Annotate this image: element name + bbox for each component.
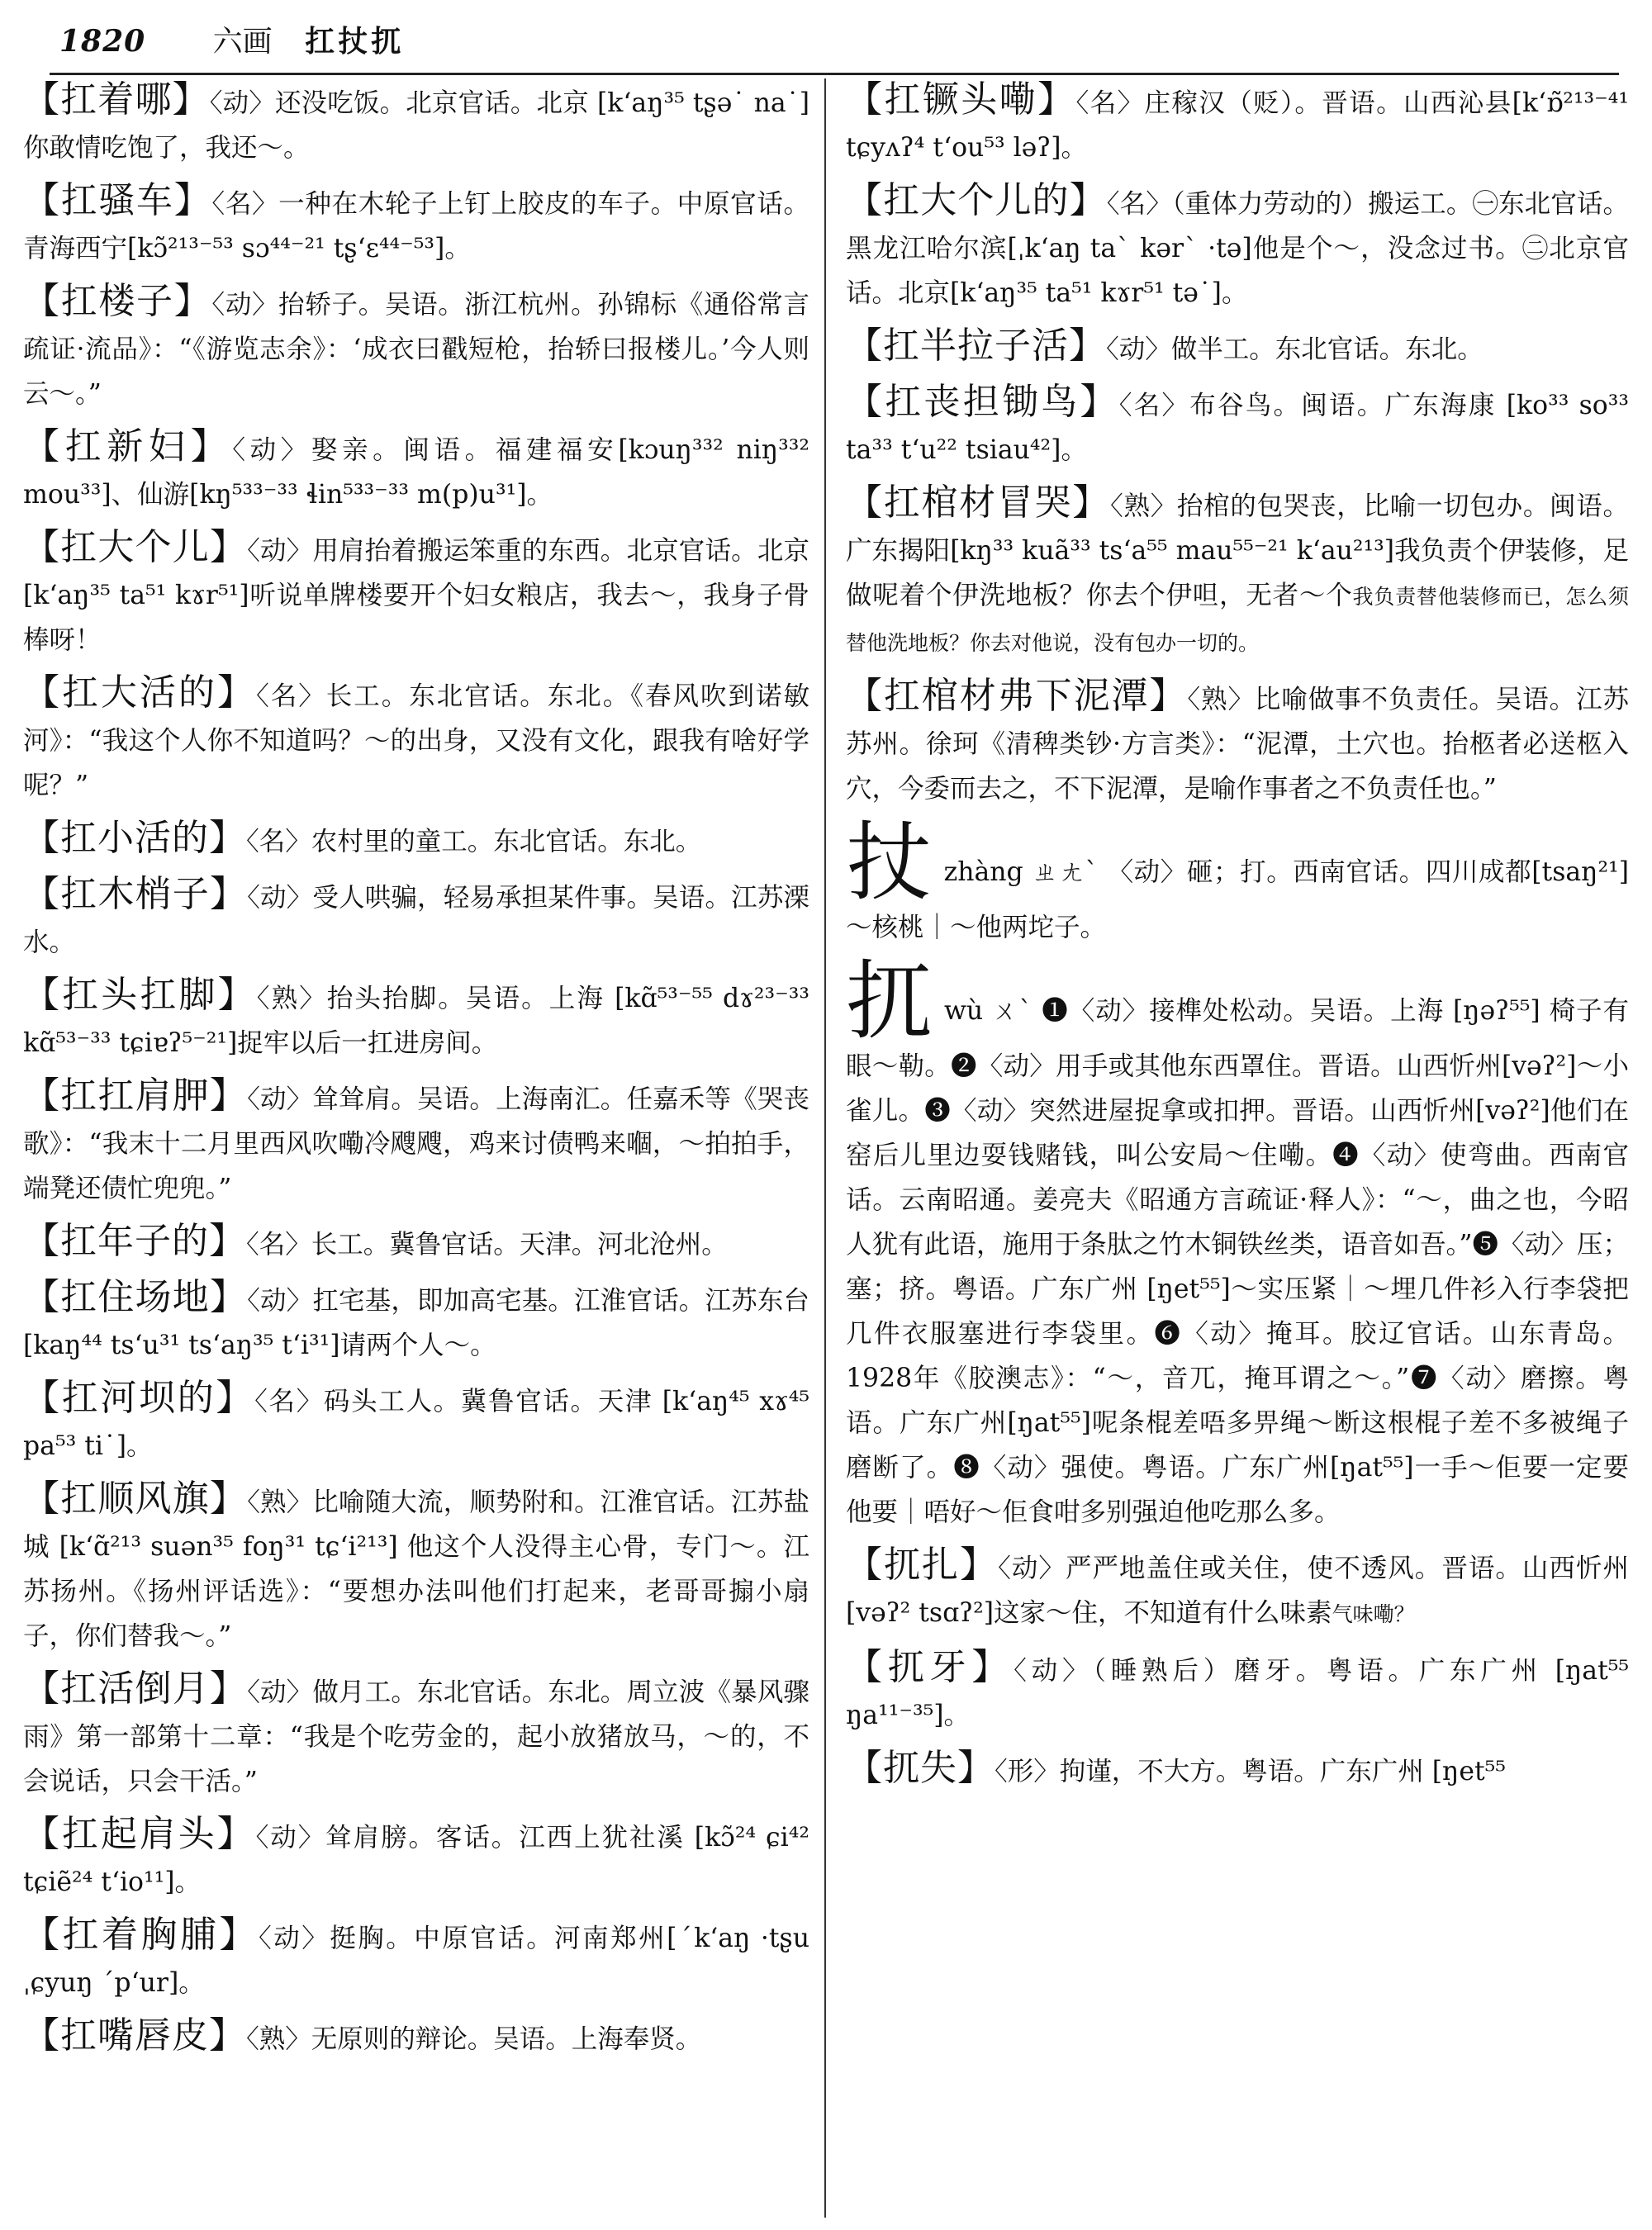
dictionary-entry: [846, 324, 1629, 372]
entry-headword: 【扤扎】: [846, 1544, 999, 1586]
entry-definition: 〈熟〉抬棺的包哭丧，比喻一切包办。闽语。广东揭阳[kŋ³³ kuã³³ tsʻa⁵⁵ mau⁵⁵⁻²¹ kʻau²¹³]我负责个伊装修，足做呢着个伊洗地板？你去个伊呾，无者～个: [846, 491, 1629, 610]
entry-headword: 【扛活倒月】: [23, 1668, 248, 1710]
entry-definition: 〈名〉长工。冀鲁官话。天津。河北沧州。: [246, 1230, 728, 1260]
page-header: [59, 18, 404, 60]
dictionary-entry: [846, 1543, 1629, 1637]
entry-definition: 〈动〉耸耸肩。吴语。上海南汇。任嘉禾等《哭丧歌》：“我末十二月里西风吹嘞冷飕飕，鸡来讨债鸭来嗰，～拍拍手，端凳还债忙兜兜。”: [23, 1084, 809, 1203]
entry-definition: 〈动〉扛宅基，即加高宅基。江淮官话。江苏东台[kaŋ⁴⁴ tsʻu³¹ tsʻaŋ³⁵ tʻi³¹]请两个人～。: [23, 1286, 809, 1360]
head-characters: 扛扙扤: [305, 24, 405, 59]
dictionary-entry: [23, 872, 809, 965]
entry-definition: 〈名〉农村里的童工。东北官话。东北。: [246, 827, 702, 856]
entry-headword: 【扛小活的】: [23, 817, 246, 859]
entry-definition: 〈熟〉无原则的辩论。吴语。上海奉贤。: [246, 2024, 702, 2054]
entry-definition: 〈动〉挺胸。中原官话。河南郑州[ˊkʻaŋ ·tʂu ˌɕyuŋ ˊpʻur]。: [23, 1924, 809, 1998]
entry-headword: 【扤失】: [846, 1747, 995, 1789]
entry-headword: 【扛镢头嘞】: [846, 78, 1076, 121]
entry-definition: 〈熟〉抬头抬脚。吴语。上海 [kɑ̃⁵³⁻⁵⁵ dɤ²³⁻³³ kɑ̃⁵³⁻³³ tɕiɐʔ⁵⁻²¹]捉牢以后一扛进房间。: [23, 984, 810, 1058]
entry-definition: 〈动〉还没吃饭。北京官话。北京 [kʻaŋ³⁵ tʂə˙ na˙]你敢情吃饱了，我还～。: [23, 88, 810, 163]
character-entry: [846, 812, 1629, 950]
entry-gloss: 我负责替他装修而已，怎么须替他洗地板？你去对他说，没有包办一切的。: [846, 585, 1629, 655]
entry-headword: 【扛住场地】: [23, 1276, 248, 1318]
entry-headword: 【扛着哪】: [23, 78, 210, 121]
left-column: [23, 78, 809, 2070]
dictionary-entry: [846, 1645, 1629, 1738]
entry-definition: 〈名〉码头工人。冀鲁官话。天津 [kʻaŋ⁴⁵ xɤ⁴⁵ pa⁵³ ti˙]。: [23, 1387, 810, 1461]
entry-headword: 【扤牙】: [846, 1646, 1014, 1688]
entry-definition: 〈名〉长工。东北官话。东北。《春风吹到诺敏河》：“我这个人你不知道吗？～的出身，又没有文化，跟我有啥好学呢？”: [23, 681, 809, 800]
right-column: [846, 78, 1629, 1802]
entry-definition: 〈动〉受人哄骗，轻易承担某件事。吴语。江苏溧水。: [23, 883, 809, 957]
entry-character: 扙: [846, 812, 933, 913]
section-label: 六画: [212, 25, 273, 59]
entry-gloss: 气味嘞？: [1332, 1602, 1415, 1626]
entry-pinyin: wù: [943, 996, 984, 1026]
entry-definition: 〈名〉布谷鸟。闽语。广东海康 [ko³³ so³³ ta³³ tʻu²² tsiau⁴²]。: [846, 391, 1629, 465]
entry-headword: 【扛头扛脚】: [23, 974, 257, 1016]
entry-headword: 【扛嘴唇皮】: [23, 2014, 246, 2057]
header-rule: [50, 73, 1619, 75]
entry-definition: 〈动〉娶亲。闽语。福建福安[kɔuŋ³³² niŋ³³² mou³³]、仙游[kŋ⁵³³⁻³³ ɬin⁵³³⁻³³ m(p)u³¹]。: [23, 435, 809, 510]
dictionary-entry: [846, 380, 1629, 472]
entry-headword: 【扛顺风旗】: [23, 1478, 248, 1520]
dictionary-entry: [23, 425, 809, 517]
entry-headword: 【扛大个儿的】: [846, 179, 1107, 221]
dictionary-entry: [23, 1219, 809, 1267]
dictionary-entry: [846, 78, 1629, 170]
entry-definition: 〈动〉做月工。东北官话。东北。周立波《暴风骤雨》第一部第十二章：“我是个吃劳金的，起小放猪放马，～的，不会说话，只会干活。”: [23, 1677, 809, 1796]
entry-bopomofo: ㄨˋ: [992, 996, 1033, 1026]
entry-headword: 【扛棺材冒哭】: [846, 482, 1111, 524]
dictionary-entry: [23, 816, 809, 864]
dictionary-entry: [23, 1074, 809, 1211]
entry-definition: 〈熟〉比喻做事不负责任。吴语。江苏苏州。徐珂《清稗类钞·方言类》：“泥潭，土穴也。抬柩者必送柩入穴，今委而去之，不下泥潭，是喻作事者之不负责任也。”: [846, 685, 1629, 804]
dictionary-entry: [23, 1913, 809, 2005]
entry-definition: ❶〈动〉接榫处松动。吴语。上海 [ŋəʔ⁵⁵] 椅子有眼～勒。❷〈动〉用手或其他东西罩住。晋语。山西忻州[vəʔ²]～小雀儿。❸〈动〉突然进屋捉拿或扣押。晋语。山西忻州[vəʔ²]他们在窑后儿里边耍钱赌钱，叫公安局～住嘞。❹〈动〉使弯曲。西南官话。云南昭通。姜亮夫《昭通方言疏证·释人》：“～，曲之也，今昭人犹有此语，施用于条肽之竹木铜铁丝类，语音如吾。”❺〈动〉压；塞；挤。粤语。广东广州 [ŋet⁵⁵]～实压紧｜～埋几件衫入行李袋把几件衣服塞进行李袋里。❻〈动〉掩耳。胶辽官话。山东青岛。1928年《胶澳志》：“～，音兀，掩耳谓之～。”❼〈动〉磨擦。粤语。广东广州[ŋat⁵⁵]呢条棍差唔多畀绳～断这根棍子差不多被绳子磨断了。❽〈动〉强使。粤语。广东广州[ŋat⁵⁵]一手～佢要一定要他要｜唔好～佢食咁多别强迫他吃那么多。: [846, 996, 1629, 1527]
entry-definition: 〈动〉（睡熟后）磨牙。粤语。广东广州 [ŋat⁵⁵ ŋa¹¹⁻³⁵]。: [846, 1656, 1629, 1730]
entry-definition: 〈动〉用肩抬着搬运笨重的东西。北京官话。北京[kʻaŋ³⁵ ta⁵¹ kɤr⁵¹]听说单牌楼要开个妇女粮店，我去～，我身子骨棒呀！: [23, 536, 809, 655]
entry-headword: 【扛大活的】: [23, 671, 256, 714]
entry-bopomofo: ㄓㄤˋ: [1032, 857, 1099, 887]
entry-definition: 〈动〉耸肩膀。客话。江西上犹社溪 [kɔ̃²⁴ ɕi⁴² tɕiẽ²⁴ tʻio¹¹]。: [23, 1823, 809, 1897]
entry-headword: 【扛大个儿】: [23, 526, 248, 568]
entry-headword: 【扛半拉子活】: [846, 325, 1106, 367]
entry-headword: 【扛新妇】: [23, 425, 233, 467]
entry-definition: 〈动〉砸；打。西南官话。四川成都[tsaŋ²¹]～核桃｜～他两坨子。: [846, 857, 1629, 942]
dictionary-entry: [846, 674, 1629, 811]
dictionary-entry: [23, 1477, 809, 1658]
dictionary-entry: [23, 1812, 809, 1905]
entry-headword: 【扛年子的】: [23, 1220, 246, 1262]
dictionary-entry: [23, 1275, 809, 1368]
entry-character: 扤: [846, 951, 933, 1051]
dictionary-entry: [846, 481, 1629, 666]
entry-definition: 〈名〉庄稼汉（贬）。晋语。山西沁县[kʻɒ̃²¹³⁻⁴¹ tɕyʌʔ⁴ tʻou⁵³ ləʔ]。: [846, 88, 1630, 163]
entry-definition: 〈名〉（重体力劳动的）搬运工。㊀东北官话。黑龙江哈尔滨[ˌkʻaŋ taˋ kərˋ ·tə]他是个～，没念过书。㊁北京官话。北京[kʻaŋ³⁵ ta⁵¹ kɤr⁵¹ tə˙]。: [846, 189, 1629, 308]
entry-headword: 【扛骚车】: [23, 179, 212, 221]
dictionary-entry: [23, 279, 809, 416]
entry-definition: 〈动〉严严地盖住或关住，使不透风。晋语。山西忻州[vəʔ² tsɑʔ²]这家～住，不知道有什么味素: [846, 1554, 1629, 1628]
entry-headword: 【扛楼子】: [23, 280, 212, 322]
dictionary-entry: [23, 1667, 809, 1804]
entry-definition: 〈名〉一种在木轮子上钉上胶皮的车子。中原官话。青海西宁[kɔ̃²¹³⁻⁵³ sɔ⁴⁴⁻²¹ tʂʻɛ⁴⁴⁻⁵³]。: [23, 189, 810, 263]
entry-definition: 〈形〉拘谨，不大方。粤语。广东广州 [ŋet⁵⁵: [995, 1757, 1506, 1786]
entry-headword: 【扛丧担锄鸟】: [846, 381, 1119, 423]
dictionary-entry: [846, 1746, 1629, 1794]
entry-headword: 【扛棺材弗下泥潭】: [846, 675, 1188, 717]
dictionary-entry: [23, 1376, 809, 1468]
entry-definition: 〈动〉做半工。东北官话。东北。: [1106, 334, 1483, 364]
entry-definition: 〈熟〉比喻随大流，顺势附和。江淮官话。江苏盐城 [kʻɑ̃²¹³ suən³⁵ foŋ³¹ tɕʻi²¹³] 他这个人没得主心骨，专门～。江苏扬州。《扬州评话选》：“要想办法叫他们打起来，老哥哥搧小扇子，你们替我～。”: [23, 1487, 809, 1651]
dictionary-entry: [846, 178, 1629, 316]
dictionary-entry: [23, 2014, 809, 2062]
dictionary-entry: [23, 78, 809, 170]
entry-headword: 【扛木梢子】: [23, 873, 248, 915]
dictionary-entry: [23, 525, 809, 662]
entry-headword: 【扛河坝的】: [23, 1377, 255, 1419]
entry-headword: 【扛着胸脯】: [23, 1914, 259, 1956]
dictionary-entry: [23, 973, 809, 1065]
character-entry: [846, 951, 1629, 1535]
entry-headword: 【扛起肩头】: [23, 1813, 256, 1855]
entry-pinyin: zhàng: [943, 857, 1023, 887]
dictionary-entry: [23, 178, 809, 271]
column-divider: [824, 78, 826, 2218]
entry-headword: 【扛扛肩胛】: [23, 1075, 248, 1117]
dictionary-entry: [23, 671, 809, 808]
entry-definition: 〈动〉抬轿子。吴语。浙江杭州。孙锦标《通俗常言疏证·流品》：“《游览志余》：‘成衣曰戳短枪，抬轿曰报楼儿。’今人则云～。”: [23, 290, 810, 409]
page-number: 1820: [59, 24, 146, 59]
